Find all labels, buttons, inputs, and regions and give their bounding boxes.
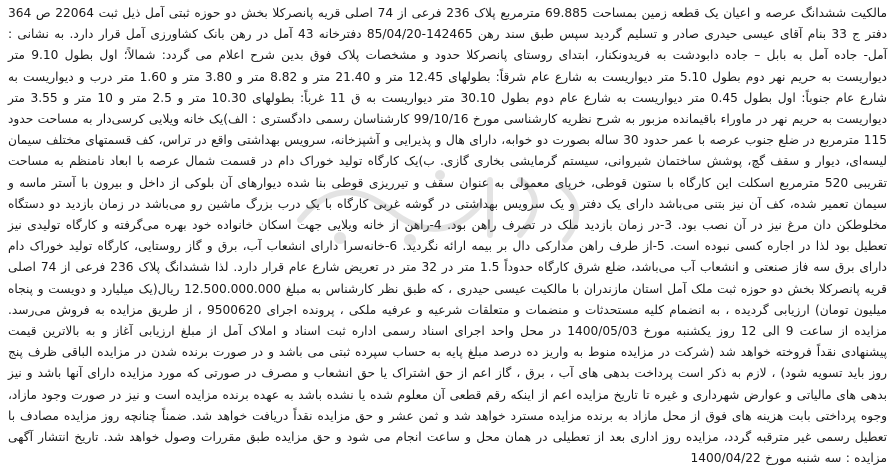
notice-body-text: مالکیت ششدانگ عرصه و اعیان یک قطعه زمین بمساحت 69.885 مترمربع پلاک 236 فرعی از 74 اصلی قریه پانصرکلا بخش دو حوزه ثبتی آمل ذیل ثبت 22064 ص 364 دفتر ج 33 بنام آقای عیسی حیدری صادر و تسلیم گردید سپس طبق سند رهن 142465-85/04/20 دفترخانه 43 آمل در رهن بانک کشاورزی آمل قرار دارد. به نشانی : آمل- جاده آمل به بابل – جاده دابودشت به فریدونکنار، ابتدای روستای پانصرکلا حدود و مشخصات پلاک فوق بدین شرح اعلام می گردد: شمالاً؛ اول بطول 9.10 متر دیواریست به حریم نهر دوم بطول 5.10 متر دیواریست به شارع عام شرقاً: بطولهای 12.45 متر و 21.40 متر و 8.82 متر و 3.80 متر و 1.60 متر درب و دیواریست به شارع عام جنوباً: اول بطول 0.45 متر دیواریست به شارع عام دوم بطول 30.10 متر دیواریست به ق 11 غرباً: بطولهای 10.30 متر و 2.5 متر و 10 متر و 3.55 متر دیواریست به حریم نهر در ماوراء باقیمانده مزبور به شرح نظریه کارشناسی مورخ 99/10/16 کارشناسان رسمی دادگستری : الف)یک خانه ویلایی کرسی‌دار به مساحت حدود 115 مترمربع در ضلع جنوب عرصه با عمر حدود 30 ساله بصورت دو خوابه، دارای هال و پذیرایی و آشپزخانه، سرویس بهداشتی واقع در تراس، کف قسمتهای مختلف سیمان لیسه‌ای، دیوار و سقف گچ، پوشش ساختمان شیروانی، سیستم گرمایشی بخاری گازی. ب)یک کارگاه تولید خوراک دام در قسمت شمال عرصه با ابعاد نامنظم به مساحت تقریبی 520 مترمربع اسکلت این کارگاه با ستون قوطی، خرپای معمولی به عنوان سقف و تیرریزی قوطی بنا شده دیوارهای آن بلوکی از داخل و بیرون با آستر ماسه و سیمان تعمیر شده، کف آن نیز بتنی می‌باشد دارای یک دفتر و یک سرویس بهداشتی در گوشه غربی کارگاه با یک درب بزرگ ماشین رو می‌باشد در زمان بازدید دو دستگاه مخلوطکن دان مرغ نیز در آن نصب بود. 3-در زمان بازدید ملک در تصرف راهن بود. 4-راهن از خانه ویلایی جهت اسکان خانواده خود بهره می‌گرفته و کارگاه تولیدی نیز تعطیل بود لذا در اجاره کسی نبوده است. 5-از طرف راهن مدارکی دال بر بیمه ارائه نگردید. 6-خانه‌سرا دارای انشعاب آب، برق و گاز روستایی، کارگاه تولید خوراک دام دارای برق سه فاز صنعتی و انشعاب آب می‌باشد، ضلع شرق کارگاه حدوداً 1.5 متر در 32 متر در تعریض شارع عام قرار دارد. لذا ششدانگ پلاک 236 فرعی از 74 اصلی قریه پانصرکلا بخش دو حوزه ثبت ملک آمل استان مازندران با مالکیت عیسی حیدری ، که طبق نظر کارشناس به مبلغ 12.500.000.000 ریال(یک میلیارد و دویست و پنجاه میلیون تومان) ارزیابی گردیده ، به انضمام کلیه مستحدثات و منضمات و متعلقات شرعیه و عرفیه ملکی ، پرونده اجرای 9500620 ، از طریق مزایده به فروش می‌رسد. مزایده از ساعت 9 الی 12 روز یکشنبه مورخ 1400/05/03 در محل واحد اجرای اسناد رسمی اداره ثبت اسناد و املاک آمل از مبلغ ارزیابی آغاز و به بالاترین قیمت پیشنهادی نقداً فروخته خواهد شد (شرکت در مزایده منوط به واریز ده درصد مبلغ پایه به حساب سپرده ثبتی می باشد و در صورت برنده شدن در مزایده الباقی ظرف پنج روز باید تسویه شود) ، لازم به ذکر است پرداخت بدهی های آب ، برق ، گاز اعم از حق اشتراک یا حق انشعاب و مصرف در صورتی که مورد مزایده دارای آنها باشد و نیز بدهی های مالیاتی و عوارض شهرداری و غیره تا تاریخ مزایده اعم از اینکه رقم قطعی آن معلوم شده یا نشده باشد به عهده برنده مزایده است و نیز در صورت وجود مازاد، وجوه پرداختی بابت هزینه های فوق از محل مازاد به برنده مزایده مسترد خواهد شد و ثمن عشر و حق مزایده نقداً دریافت خواهد شد. ضمناً چنانچه روز مزایده مصادف با تعطیل رسمی غیر مترقبه گردد، مزایده روز اداری بعد از تعطیلی در همان محل و ساعت انجام می شود و حق مزایده طبق مقررات وصول خواهد شد. تاریخ انتشار آگهی مزایده : سه شنبه مورخ 1400/04/22 [8,6,888,466]
